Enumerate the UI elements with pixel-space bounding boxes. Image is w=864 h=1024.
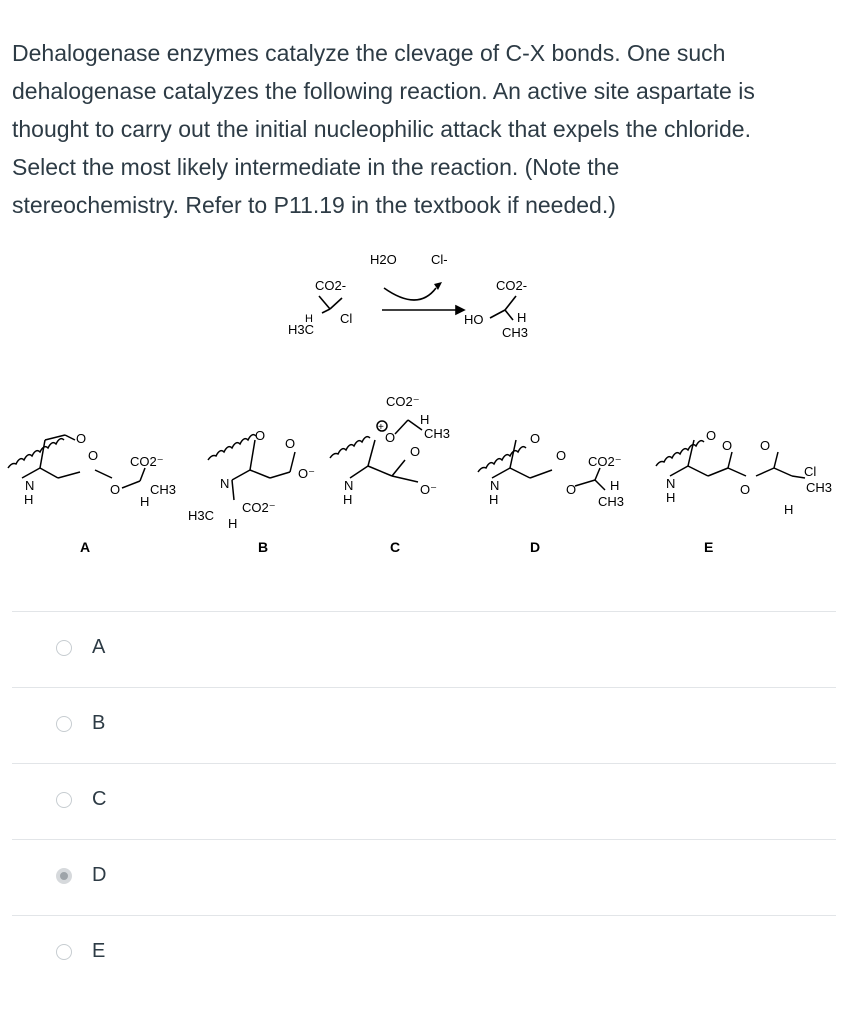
question-line: stereochemistry. Refer to P11.19 in the textbook if needed.) <box>12 192 616 218</box>
product-ho: HO <box>464 312 484 327</box>
svg-text:O: O <box>88 448 99 463</box>
option-label-c: C <box>92 788 107 810</box>
svg-text:O: O <box>556 448 567 463</box>
structure-label-e: E <box>704 539 714 555</box>
reactant-h: H <box>305 313 313 325</box>
structure-d <box>478 431 624 555</box>
question-line: thought to carry out the initial nucleophilic attack that expels the chloride. <box>12 116 751 142</box>
svg-text:N: N <box>25 478 35 493</box>
structure-label-d: D <box>530 539 541 555</box>
option-label-d: D <box>92 864 107 886</box>
svg-text:CO2⁻: CO2⁻ <box>588 454 622 469</box>
svg-text:N: N <box>220 476 230 491</box>
svg-text:O⁻: O⁻ <box>420 482 437 497</box>
reaction-labels <box>288 252 528 340</box>
reactant-cl: Cl <box>340 311 353 326</box>
svg-text:O: O <box>76 431 87 446</box>
option-label-b: B <box>92 712 106 734</box>
product-ch3: CH3 <box>502 325 529 340</box>
option-a[interactable] <box>12 611 836 688</box>
question-line: dehalogenase catalyzes the following reaction. An active site aspartate is <box>12 78 755 104</box>
structure-label-b: B <box>258 539 269 555</box>
option-d[interactable] <box>12 839 836 916</box>
svg-text:H: H <box>343 492 353 507</box>
svg-text:H: H <box>784 502 794 517</box>
option-label-e: E <box>92 940 106 962</box>
svg-text:N: N <box>666 476 676 491</box>
structure-label-c: C <box>390 539 401 555</box>
radio-d[interactable] <box>56 868 72 884</box>
reagent-chloride: Cl- <box>431 252 448 267</box>
svg-text:O: O <box>385 430 396 445</box>
structure-a <box>8 431 176 555</box>
svg-text:O: O <box>740 482 751 497</box>
svg-text:O: O <box>566 482 577 497</box>
svg-text:CH3: CH3 <box>806 480 833 495</box>
svg-text:O: O <box>410 444 421 459</box>
reactant-h3c: H3C <box>288 322 315 337</box>
svg-text:+: + <box>378 422 384 433</box>
svg-text:CH3: CH3 <box>150 482 177 497</box>
svg-text:H: H <box>420 412 430 427</box>
svg-text:Cl: Cl <box>804 464 817 479</box>
structure-b <box>188 428 315 555</box>
product-h: H <box>517 310 527 325</box>
option-e[interactable] <box>12 915 836 992</box>
product-co2: CO2- <box>496 278 528 293</box>
svg-text:O: O <box>285 436 296 451</box>
reagent-water: H2O <box>370 252 397 267</box>
svg-text:H: H <box>228 516 238 531</box>
svg-text:H: H <box>666 490 676 505</box>
radio-e[interactable] <box>56 944 72 960</box>
question-line: Select the most likely intermediate in the reaction. (Note the <box>12 154 620 180</box>
option-b[interactable] <box>12 687 836 764</box>
svg-text:CO2⁻: CO2⁻ <box>130 454 164 469</box>
svg-text:O: O <box>760 438 771 453</box>
radio-c[interactable] <box>56 792 72 808</box>
structure-e <box>656 428 832 555</box>
svg-text:N: N <box>490 478 500 493</box>
svg-text:CH3: CH3 <box>424 426 451 441</box>
structure-label-a: A <box>80 539 91 555</box>
svg-text:H: H <box>489 492 499 507</box>
svg-text:H: H <box>24 492 34 507</box>
option-c[interactable] <box>12 763 836 840</box>
question-line: Dehalogenase enzymes catalyze the clevage of C-X bonds. One such <box>12 40 726 66</box>
option-label-a: A <box>92 636 106 658</box>
svg-text:H: H <box>140 494 150 509</box>
reactant-co2: CO2- <box>315 278 347 293</box>
svg-text:O: O <box>530 431 541 446</box>
svg-text:O⁻: O⁻ <box>298 466 315 481</box>
svg-text:H3C: H3C <box>188 508 215 523</box>
svg-text:H: H <box>610 478 620 493</box>
svg-text:O: O <box>722 438 733 453</box>
svg-text:CO2⁻: CO2⁻ <box>242 500 276 515</box>
svg-text:CH3: CH3 <box>598 494 625 509</box>
svg-text:CO2⁻: CO2⁻ <box>386 394 420 409</box>
svg-text:O: O <box>110 482 121 497</box>
radio-a[interactable] <box>56 640 72 656</box>
structure-c <box>330 394 450 555</box>
svg-text:O: O <box>706 428 717 443</box>
svg-text:O: O <box>255 428 266 443</box>
radio-b[interactable] <box>56 716 72 732</box>
svg-text:N: N <box>344 478 354 493</box>
